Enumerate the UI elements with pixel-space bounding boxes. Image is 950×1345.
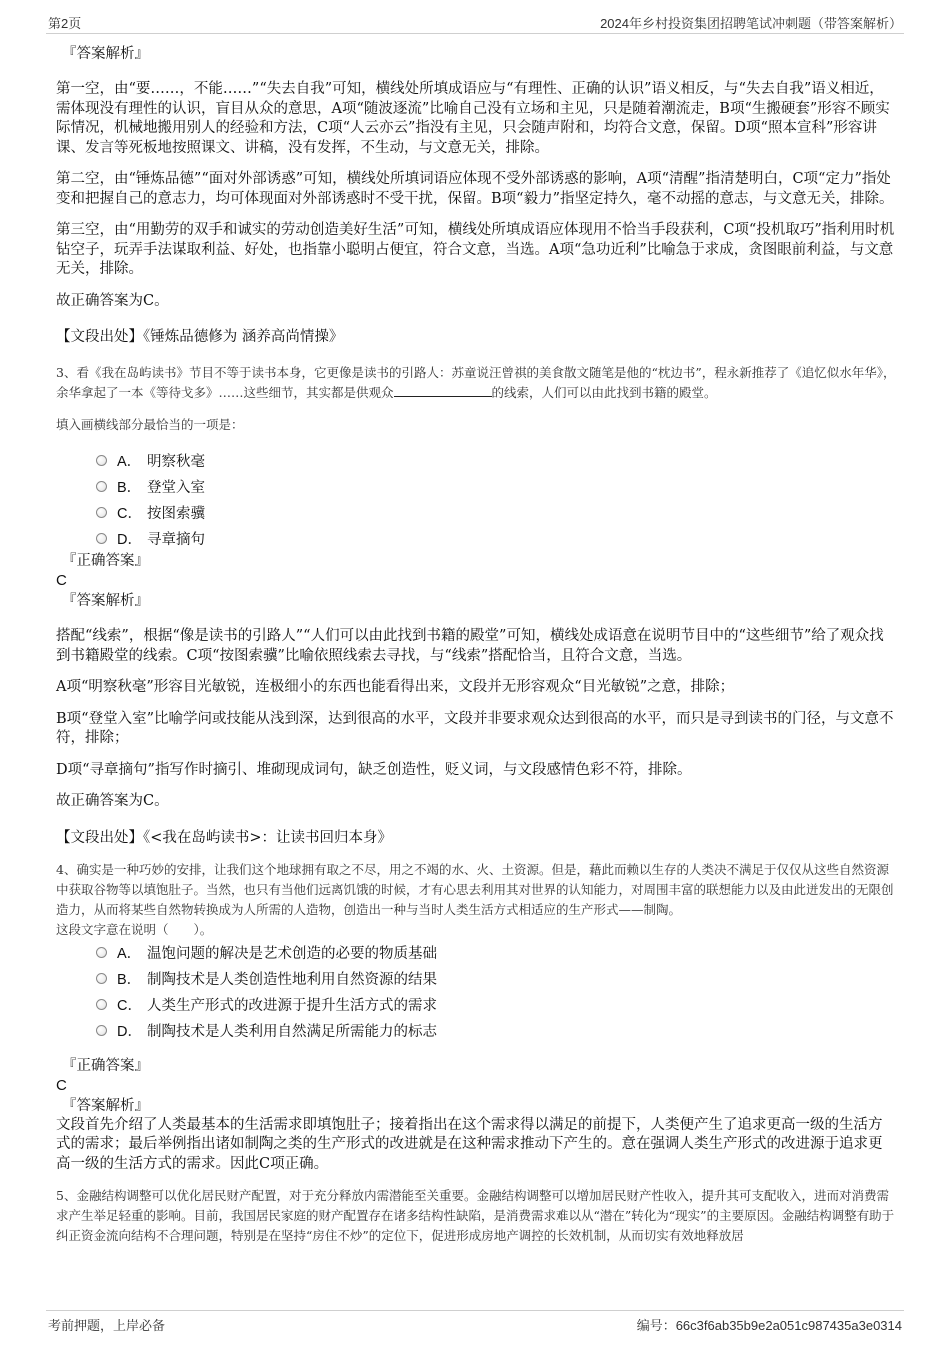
radio-icon[interactable]	[96, 481, 107, 492]
q5-stem: 5、金融结构调整可以优化居民财产配置，对于充分释放内需潜能至关重要。金融结构调整可以增加居民财产性收入，提升其可支配收入，进而对消费需求产生举足轻重的影响。目前，我国居民家庭的财产配置存在诸多结构性缺陷，是消费需求难以从“潜在”转化为“现实”的主要原因。金融结构调整有助于纠正资金流向结构不合理问题，特别是在坚持“房住不炒”的定位下，促进形成房地产调控的长效机制，从而切实有效地释放居	[56, 1188, 895, 1243]
radio-icon[interactable]	[96, 947, 107, 958]
radio-icon[interactable]	[96, 999, 107, 1010]
q3-option-c[interactable]: C． 按图索骥	[96, 499, 896, 525]
q3-analysis-p1: 搭配“线索”，根据“像是读书的引路人”“人们可以由此找到书籍的殿堂”可知，横线处成语意在说明节目中的“这些细节”给了观众找到书籍殿堂的线索。C项“按图索骥”比喻依照线索去寻找，与“线索”搭配恰当，且符合文意，当选。	[56, 628, 884, 664]
q3-analysis-p2: A项“明察秋毫”形容目光敏锐，连极细小的东西也能看得出来，文段并无形容观众“目光敏锐”之意，排除；	[56, 679, 735, 695]
document-body	[56, 44, 896, 1246]
q3-source: 【文段出处】《<我在岛屿读书>：让读书回归本身》	[56, 829, 393, 846]
radio-icon[interactable]	[96, 455, 107, 466]
q3-prompt: 填入画横线部分最恰当的一项是：	[56, 417, 244, 432]
q3-text-before: 3、看《我在岛屿读书》节目不等于读书本身，它更像是读书的引路人：苏童说汪曾祺的美食散文随笔是他的“枕边书”，程永新推荐了《追忆似水年华》，余华拿起了一本《等待戈多》……这些细节，其实都是供观众	[56, 365, 896, 400]
document-code: 编号：66c3f6ab35b9e2a051c987435a3e0314	[636, 1318, 902, 1333]
q2-analysis-p3: 第三空，由“用勤劳的双手和诚实的劳动创造美好生活”可知，横线处所填成语应体现用不恰当手段获利，C项“投机取巧”指利用时机钻空子，玩弄手法谋取利益、好处，也指靠小聪明占便宜，符合文意，当选。A项“急功近利”比喻急于求成，贪图眼前利益，与文意无关，排除。	[56, 222, 895, 277]
page-header	[46, 10, 904, 34]
q3-analysis-p3: B项“登堂入室”比喻学问或技能从浅到深，达到很高的水平，文段并非要求观众达到很高的水平，而只是寻到读书的门径，与文意不符，排除；	[56, 710, 894, 746]
q4-options	[96, 940, 896, 1044]
q4-option-d[interactable]: D． 制陶技术是人类利用自然满足所需能力的标志	[96, 1018, 896, 1044]
q3-analysis-p4: D项“寻章摘句”指写作时摘引、堆砌现成词句，缺乏创造性，贬义词，与文段感情色彩不符，排除。	[56, 761, 692, 778]
q2-analysis-tag: 『答案解析』	[62, 46, 149, 62]
page-number: 第2页	[48, 16, 82, 31]
q3-options	[96, 447, 896, 551]
q2-conclusion: 故正确答案为C。	[56, 292, 169, 309]
q4-option-b[interactable]: B． 制陶技术是人类创造性地利用自然资源的结果	[96, 966, 896, 992]
page-footer	[46, 1310, 904, 1334]
q4-prompt: 这段文字意在说明（ ）。	[56, 921, 213, 937]
q3-conclusion: 故正确答案为C。	[56, 793, 169, 809]
radio-icon[interactable]	[96, 1025, 107, 1036]
q4-option-c[interactable]: C． 人类生产形式的改进源于提升生活方式的需求	[96, 992, 896, 1018]
q3-fill-blank	[394, 385, 492, 397]
q2-analysis-p1: 第一空，由“要……，不能……”“失去自我”可知，横线处所填成语应与“有理性、正确的认识”语义相反，与“失去自我”语义相近，需体现没有理性的认识，盲目从众的意思，A项“随波逐流”比喻自己没有立场和主见，只是随着潮流走，B项“生搬硬套”形容不顾实际情况，机械地搬用别人的经验和方法，C项“人云亦云”指没有主见，只会随声附和，均符合文意，保留。D项“照本宣科”形容讲课、发言等死板地按照课文、讲稿，没有发挥，不生动，与文意无关，排除。	[56, 81, 890, 156]
q2-analysis-p2: 第二空，由“锤炼品德”“面对外部诱惑”可知，横线处所填词语应体现不受外部诱惑的影响，A项“清醒”指清楚明白，C项“定力”指处变和把握自己的意志力，均可体现面对外部诱惑时不受干扰，保留。B项“毅力”指坚定持久，毫不动摇的意志，与文意无关，排除。	[56, 171, 894, 207]
q4-answer: C	[56, 1076, 67, 1094]
q4-stem: 4、确实是一种巧妙的安排，让我们这个地球拥有取之不尽，用之不竭的水、火、土资源。但是，藉此而赖以生存的人类决不满足于仅仅从这些自然资源中获取谷物等以填饱肚子。当然，也只有当他们远离饥饿的时候，才有心思去利用其对世界的认知能力，对周围丰富的联想能力以及由此迸发出的无限创造力，从而将某些自然物转换成为人所需的人造物，创造出一种与当时人类生活方式相适应的生产形式——制陶。	[56, 861, 894, 917]
q3-stem	[56, 363, 896, 403]
q2-source: 【文段出处】《锤炼品德修为 涵养高尚情操》	[56, 329, 344, 345]
q3-analysis-tag: 『答案解析』	[62, 593, 149, 609]
radio-icon[interactable]	[96, 973, 107, 984]
radio-icon[interactable]	[96, 533, 107, 544]
q4-analysis: 文段首先介绍了人类最基本的生活需求即填饱肚子；接着指出在这个需求得以满足的前提下，人类便产生了追求更高一级的生活方式的需求；最后举例指出诸如制陶之类的生产形式的改进就是在这种需求推动下产生的。意在强调人类生产形式的改进源于追求更高一级的生活方式的需求。因此C项正确。	[56, 1116, 883, 1172]
q3-option-d[interactable]: D． 寻章摘句	[96, 525, 896, 551]
document-title: 2024年乡村投资集团招聘笔试冲刺题（带答案解析）	[600, 16, 902, 31]
q4-option-a[interactable]: A． 温饱问题的解决是艺术创造的必要的物质基础	[96, 940, 896, 966]
q4-analysis-tag: 『答案解析』	[62, 1097, 149, 1114]
q4-answer-tag: 『正确答案』	[62, 1057, 149, 1074]
q3-answer: C	[56, 572, 67, 589]
q3-option-a[interactable]: A． 明察秋毫	[96, 447, 896, 473]
q3-answer-tag: 『正确答案』	[62, 553, 149, 569]
radio-icon[interactable]	[96, 507, 107, 518]
q3-text-after: 的线索，人们可以由此找到书籍的殿堂。	[491, 385, 717, 400]
q3-option-b[interactable]: B． 登堂入室	[96, 473, 896, 499]
footer-note: 考前押题，上岸必备	[48, 1318, 166, 1333]
